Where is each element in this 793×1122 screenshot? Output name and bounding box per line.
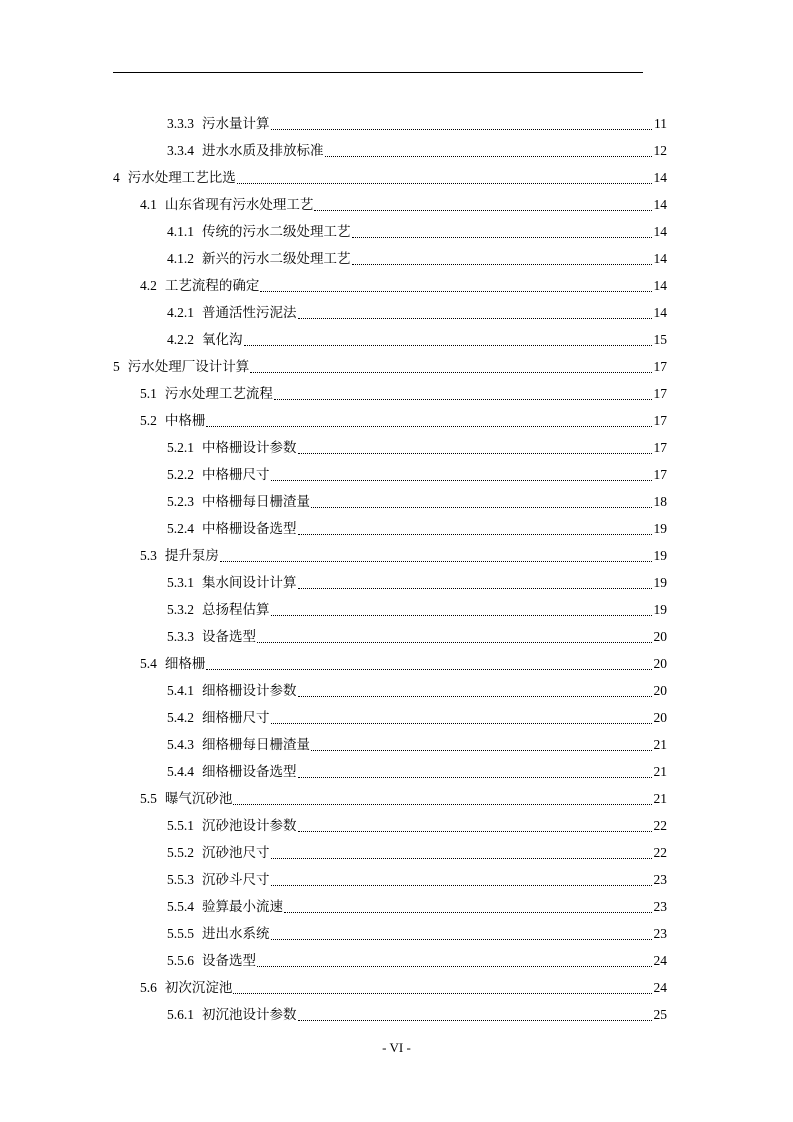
toc-entry-page: 21 [653, 791, 667, 806]
toc-entry-page: 20 [653, 683, 667, 698]
toc-entry-title: 进出水系统 [202, 926, 270, 942]
toc-dot-leader [271, 857, 652, 859]
toc-entry-title: 中格栅 [164, 413, 206, 429]
toc-dot-leader [314, 209, 651, 211]
toc-entry-number: 5.5.5 [167, 926, 194, 941]
toc-entry-page: 20 [653, 656, 667, 671]
toc-entry-page: 19 [653, 548, 667, 563]
toc-entry-page: 24 [653, 953, 667, 968]
toc-dot-leader [298, 533, 652, 535]
toc-entry-page: 17 [653, 467, 667, 482]
toc-entry-number: 5.2.4 [167, 521, 194, 536]
toc-entry[interactable] [167, 299, 667, 326]
toc-entry[interactable] [167, 1001, 667, 1028]
toc-entry-number: 5.3.3 [167, 629, 194, 644]
toc-dot-leader [206, 668, 651, 670]
toc-entry-page: 14 [653, 251, 667, 266]
toc-entry-number: 5.4 [140, 656, 157, 671]
toc-entry-number: 4.1 [140, 197, 157, 212]
toc-entry[interactable] [167, 434, 667, 461]
toc-entry[interactable] [167, 893, 667, 920]
toc-entry-page: 21 [653, 737, 667, 752]
toc-dot-leader [311, 506, 652, 508]
toc-dot-leader [298, 695, 652, 697]
toc-dot-leader [284, 911, 652, 913]
toc-entry-title: 中格栅每日栅渣量 [202, 494, 310, 510]
toc-dot-leader [298, 830, 652, 832]
toc-entry[interactable] [167, 488, 667, 515]
toc-entry-title: 普通活性污泥法 [202, 305, 297, 321]
toc-entry[interactable] [167, 461, 667, 488]
toc-entry[interactable] [167, 569, 667, 596]
toc-entry-title: 细格栅设计参数 [202, 683, 297, 699]
toc-entry-number: 5.5.1 [167, 818, 194, 833]
toc-entry-number: 5.4.2 [167, 710, 194, 725]
toc-entry-page: 19 [653, 602, 667, 617]
toc-entry-page: 14 [653, 305, 667, 320]
toc-entry-title: 沉砂池尺寸 [202, 845, 270, 861]
toc-dot-leader [271, 614, 652, 616]
toc-entry-page: 20 [653, 629, 667, 644]
toc-entry-title: 进水水质及排放标准 [202, 143, 324, 159]
toc-entry-title: 初沉池设计参数 [202, 1007, 297, 1023]
toc-dot-leader [271, 479, 652, 481]
toc-entry[interactable] [167, 515, 667, 542]
toc-entry-page: 14 [653, 224, 667, 239]
toc-entry-page: 23 [653, 926, 667, 941]
page-number-footer: - VI - [382, 1040, 411, 1055]
toc-entry-number: 5.2.3 [167, 494, 194, 509]
toc-entry[interactable] [167, 731, 667, 758]
toc-entry-page: 14 [653, 197, 667, 212]
toc-dot-leader [271, 128, 653, 130]
toc-dot-leader [311, 749, 652, 751]
toc-dot-leader [271, 884, 652, 886]
toc-entry-number: 4 [113, 170, 120, 185]
toc-dot-leader [206, 425, 651, 427]
toc-entry-title: 设备选型 [202, 629, 256, 645]
toc-entry-title: 总扬程估算 [202, 602, 270, 618]
toc-entry-number: 5.2.2 [167, 467, 194, 482]
toc-entry-number: 4.2.2 [167, 332, 194, 347]
toc-entry-page: 20 [653, 710, 667, 725]
toc-entry-number: 5.4.4 [167, 764, 194, 779]
toc-entry-number: 5.3.1 [167, 575, 194, 590]
toc-entry[interactable] [167, 218, 667, 245]
toc-entry-page: 23 [653, 899, 667, 914]
toc-entry-number: 4.1.1 [167, 224, 194, 239]
toc-entry-number: 3.3.3 [167, 116, 194, 131]
toc-entry-page: 14 [653, 278, 667, 293]
toc-entry-number: 5.5 [140, 791, 157, 806]
toc-entry-number: 4.2 [140, 278, 157, 293]
toc-entry-title: 氧化沟 [202, 332, 243, 348]
toc-entry-number: 5.4.3 [167, 737, 194, 752]
toc-entry[interactable] [167, 812, 667, 839]
toc-entry[interactable] [140, 407, 667, 434]
toc-entry[interactable] [140, 785, 667, 812]
toc-entry-title: 污水处理厂设计计算 [127, 359, 250, 375]
toc-entry-page: 19 [653, 575, 667, 590]
toc-entry-number: 5.5.4 [167, 899, 194, 914]
toc-entry-title: 曝气沉砂池 [164, 791, 233, 807]
toc-dot-leader [237, 182, 652, 184]
toc-dot-leader [244, 344, 652, 346]
toc-entry-title: 沉砂斗尺寸 [202, 872, 270, 888]
toc-dot-leader [298, 452, 652, 454]
toc-entry[interactable] [167, 920, 667, 947]
toc-dot-leader [298, 776, 652, 778]
toc-entry-title: 提升泵房 [164, 548, 219, 564]
toc-entry-page: 19 [653, 521, 667, 536]
toc-entry-title: 污水处理工艺比选 [127, 170, 236, 186]
toc-entry-number: 5.2.1 [167, 440, 194, 455]
toc-dot-leader [271, 938, 652, 940]
toc-entry-number: 5.5.3 [167, 872, 194, 887]
toc-entry[interactable] [167, 677, 667, 704]
toc-entry[interactable] [113, 164, 667, 191]
toc-dot-leader [220, 560, 652, 562]
toc-entry[interactable] [167, 110, 667, 137]
toc-entry[interactable] [140, 380, 667, 407]
toc-entry[interactable] [167, 866, 667, 893]
toc-entry-page: 11 [654, 116, 667, 131]
toc-entry[interactable] [113, 353, 667, 380]
toc-entry[interactable] [140, 974, 667, 1001]
toc-entry-number: 5.1 [140, 386, 157, 401]
toc-entry-page: 17 [653, 440, 667, 455]
toc-entry[interactable] [140, 542, 667, 569]
toc-dot-leader [257, 965, 652, 967]
toc-entry-number: 5.3.2 [167, 602, 194, 617]
toc-entry-title: 中格栅设备选型 [202, 521, 297, 537]
toc-dot-leader [250, 371, 651, 373]
toc-entry-title: 验算最小流速 [202, 899, 283, 915]
toc-entry[interactable] [140, 272, 667, 299]
toc-entry-title: 工艺流程的确定 [164, 278, 260, 294]
toc-dot-leader [352, 263, 652, 265]
toc-entry-number: 5.2 [140, 413, 157, 428]
toc-entry[interactable] [167, 245, 667, 272]
toc-entry-title: 细格栅尺寸 [202, 710, 270, 726]
toc-entry-title: 中格栅设计参数 [202, 440, 297, 456]
toc-entry-number: 4.2.1 [167, 305, 194, 320]
toc-entry-page: 17 [653, 386, 667, 401]
toc-dot-leader [233, 992, 651, 994]
toc-entry-number: 5.3 [140, 548, 157, 563]
toc-dot-leader [271, 722, 652, 724]
toc-entry-page: 17 [653, 413, 667, 428]
toc-entry-number: 4.1.2 [167, 251, 194, 266]
toc-entry-title: 细格栅设备选型 [202, 764, 297, 780]
toc-entry-page: 14 [653, 170, 667, 185]
toc-entry-page: 24 [653, 980, 667, 995]
toc-dot-leader [257, 641, 652, 643]
toc-entry[interactable] [167, 704, 667, 731]
toc-dot-leader [352, 236, 652, 238]
toc-entry-page: 22 [653, 818, 667, 833]
toc-entry-number: 5.6 [140, 980, 157, 995]
toc-entry[interactable] [167, 758, 667, 785]
toc-entry-title: 中格栅尺寸 [202, 467, 270, 483]
toc-dot-leader [233, 803, 651, 805]
toc-entry-page: 12 [653, 143, 667, 158]
toc-entry-number: 5.5.2 [167, 845, 194, 860]
toc-entry[interactable] [140, 650, 667, 677]
toc-entry-page: 15 [653, 332, 667, 347]
toc-entry-number: 3.3.4 [167, 143, 194, 158]
toc-entry-title: 新兴的污水二级处理工艺 [202, 251, 351, 267]
toc-entry-number: 5 [113, 359, 120, 374]
toc-dot-leader [298, 587, 652, 589]
toc-entry-page: 17 [653, 359, 667, 374]
toc-entry-page: 18 [653, 494, 667, 509]
toc-entry-number: 5.6.1 [167, 1007, 194, 1022]
toc-entry[interactable] [167, 947, 667, 974]
header-rule [113, 72, 643, 73]
toc-entry-title: 集水间设计计算 [202, 575, 297, 591]
toc-dot-leader [298, 317, 652, 319]
toc-entry-title: 山东省现有污水处理工艺 [164, 197, 314, 213]
toc-entry[interactable] [167, 596, 667, 623]
toc-entry-title: 细格栅每日栅渣量 [202, 737, 310, 753]
toc-entry-title: 沉砂池设计参数 [202, 818, 297, 834]
toc-entry[interactable] [167, 839, 667, 866]
toc-entry-page: 23 [653, 872, 667, 887]
toc-dot-leader [260, 290, 651, 292]
toc-entry-page: 22 [653, 845, 667, 860]
toc-dot-leader [325, 155, 652, 157]
toc-entry-title: 传统的污水二级处理工艺 [202, 224, 351, 240]
toc-entry-title: 污水量计算 [202, 116, 270, 132]
toc-entry[interactable] [167, 137, 667, 164]
toc-entry-number: 5.4.1 [167, 683, 194, 698]
toc-entry-title: 初次沉淀池 [164, 980, 233, 996]
toc-entry-title: 污水处理工艺流程 [164, 386, 273, 402]
toc-entry-page: 21 [653, 764, 667, 779]
toc-entry[interactable] [167, 623, 667, 650]
toc-dot-leader [298, 1019, 652, 1021]
toc-entry-title: 设备选型 [202, 953, 256, 969]
toc-entry-title: 细格栅 [164, 656, 206, 672]
toc-dot-leader [274, 398, 652, 400]
toc-entry-page: 25 [653, 1007, 667, 1022]
toc-entry[interactable] [140, 191, 667, 218]
toc-entry-number: 5.5.6 [167, 953, 194, 968]
toc-entry[interactable] [167, 326, 667, 353]
